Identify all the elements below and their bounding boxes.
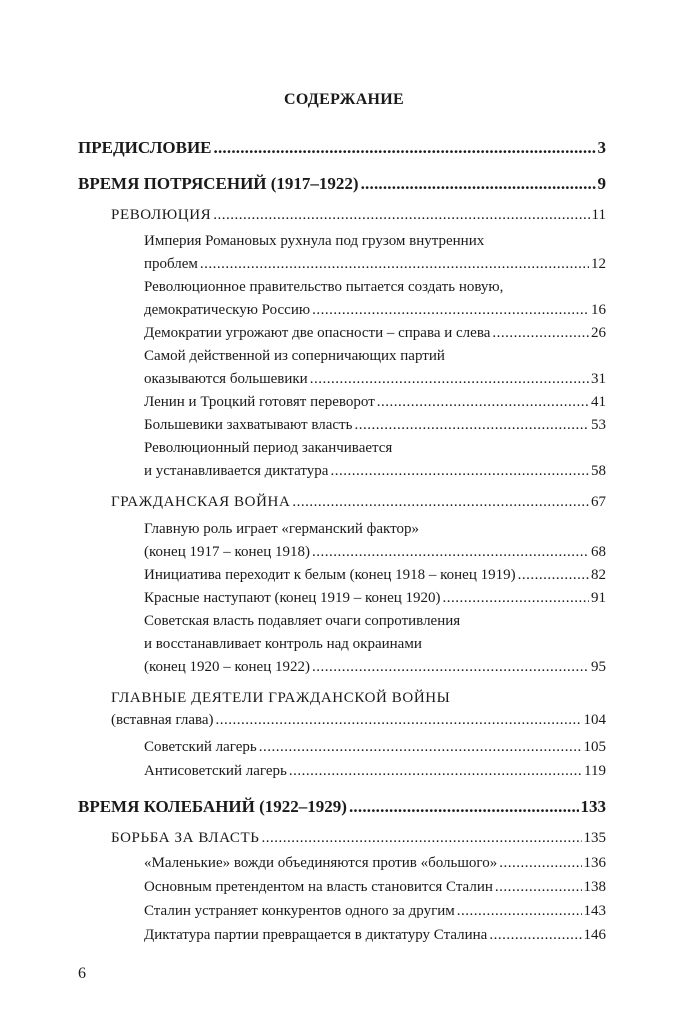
toc-entry-label: демократическую Россию	[144, 302, 311, 318]
dot-leader	[457, 904, 582, 919]
dot-leader	[312, 660, 589, 675]
page-number: 6	[78, 965, 86, 982]
dot-leader	[492, 326, 589, 341]
toc-entry-section[interactable]	[144, 256, 606, 273]
dot-leader	[443, 591, 590, 606]
toc-entry-label: РЕВОЛЮЦИЯ	[111, 207, 212, 223]
dot-leader	[200, 257, 589, 272]
dot-leader	[261, 831, 581, 846]
toc-entry-page: 138	[583, 879, 606, 895]
toc-entry-page: 31	[591, 371, 606, 387]
dot-leader	[312, 303, 589, 318]
toc-entry-label: ПРЕДИСЛОВИЕ	[78, 138, 212, 157]
toc-entry-label: «Маленькие» вожди объединяются против «большого»	[144, 855, 498, 871]
toc-entry-page: 9	[597, 174, 606, 193]
dot-leader	[292, 495, 589, 510]
toc-entry-section[interactable]	[144, 567, 606, 584]
toc-entry-part-2[interactable]	[78, 797, 606, 817]
toc-entry-label: Красные наступают (конец 1919 – конец 1920)	[144, 590, 441, 606]
toc-entry-preface[interactable]	[78, 138, 606, 158]
toc-entry-section[interactable]	[144, 463, 606, 480]
dot-leader	[214, 139, 596, 156]
toc-entry-line: Революционный период заканчивается	[144, 440, 393, 456]
toc-entry-label: оказываются большевики	[144, 371, 308, 387]
dot-leader	[312, 545, 589, 560]
dot-leader	[259, 740, 582, 755]
toc-entry-label: и устанавливается диктатура	[144, 463, 329, 479]
toc-entry-figures[interactable]	[111, 712, 606, 729]
toc-entry-page: 41	[591, 394, 606, 410]
toc-entry-label: (вставная глава)	[111, 712, 214, 728]
toc-entry-label: Ленин и Троцкий готовят переворот	[144, 394, 375, 410]
toc-entry-part-1[interactable]	[78, 174, 606, 194]
dot-leader	[216, 713, 582, 728]
dot-leader	[213, 208, 589, 223]
dot-leader	[489, 928, 581, 943]
toc-entry-label: проблем	[144, 256, 198, 272]
toc-entry-page: 3	[597, 138, 606, 157]
toc-entry-page: 119	[584, 763, 606, 779]
toc-entry-page: 133	[580, 797, 606, 816]
toc-entry-line: Империя Романовых рухнула под грузом внутренних	[144, 233, 485, 249]
toc-entry-page: 53	[591, 417, 606, 433]
toc-entry-label: Демократии угрожают две опасности – справа и слева	[144, 325, 491, 341]
toc-entry-page: 82	[591, 567, 606, 583]
toc-entry-section[interactable]	[144, 590, 606, 607]
toc-entry-label: ГРАЖДАНСКАЯ ВОЙНА	[111, 494, 291, 510]
toc-entry-section[interactable]	[144, 903, 606, 920]
toc-entry-section[interactable]	[144, 855, 606, 872]
toc-entry-page: 105	[583, 739, 606, 755]
toc-entry-section[interactable]	[144, 739, 606, 756]
toc-entry-section[interactable]	[144, 879, 606, 896]
toc-entry-page: 67	[591, 494, 606, 510]
dot-leader	[499, 856, 581, 871]
toc-entry-line: Советская власть подавляет очаги сопротивления	[144, 613, 461, 629]
toc-entry-page: 136	[583, 855, 606, 871]
toc-entry-label: ВРЕМЯ КОЛЕБАНИЙ (1922–1929)	[78, 797, 347, 816]
toc-entry-section[interactable]	[144, 394, 606, 411]
toc-entry-label: Инициатива переходит к белым (конец 1918 – конец 1919)	[144, 567, 516, 583]
dot-leader	[310, 372, 589, 387]
toc-entry-line: Революционное правительство пытается создать новую,	[144, 279, 504, 295]
toc-entry-section[interactable]	[144, 325, 606, 342]
dot-leader	[349, 798, 579, 815]
toc-entry-page: 104	[583, 712, 606, 728]
dot-leader	[377, 395, 589, 410]
toc-entry-label: Основным претендентом на власть становится Сталин	[144, 879, 493, 895]
toc-entry-label: ВРЕМЯ ПОТРЯСЕНИЙ (1917–1922)	[78, 174, 359, 193]
page-title: СОДЕРЖАНИЕ	[283, 91, 405, 108]
toc-entry-page: 91	[591, 590, 606, 606]
dot-leader	[495, 880, 582, 895]
dot-leader	[518, 568, 589, 583]
toc-entry-line: Самой действенной из соперничающих партий	[144, 348, 445, 364]
toc-entry-label: Большевики захватывают власть	[144, 417, 353, 433]
dot-leader	[289, 764, 582, 779]
toc-entry-label: (конец 1917 – конец 1918)	[144, 544, 310, 560]
toc-entry-section[interactable]	[144, 659, 606, 676]
toc-entry-page: 68	[591, 544, 606, 560]
toc-entry-line: Главную роль играет «германский фактор»	[144, 521, 419, 537]
toc-entry-page: 26	[591, 325, 606, 341]
toc-entry-page: 11	[591, 207, 606, 223]
toc-entry-revolution[interactable]	[111, 207, 606, 224]
toc-entry-label: Диктатура партии превращается в диктатуру Сталина	[144, 927, 488, 943]
toc-entry-section[interactable]	[144, 417, 606, 434]
toc-entry-page: 95	[591, 659, 606, 675]
toc-entry-line: и восстанавливает контроль над окраинами	[144, 636, 422, 652]
toc-entry-page: 135	[583, 830, 606, 846]
toc-entry-label: Советский лагерь	[144, 739, 257, 755]
toc-entry-page: 12	[591, 256, 606, 272]
dot-leader	[330, 464, 589, 479]
toc-entry-section[interactable]	[144, 763, 606, 780]
toc-entry-page: 16	[591, 302, 606, 318]
toc-entry-section[interactable]	[144, 927, 606, 944]
toc-entry-label: Антисоветский лагерь	[144, 763, 287, 779]
toc-entry-page: 58	[591, 463, 606, 479]
toc-entry-label: Сталин устраняет конкурентов одного за другим	[144, 903, 455, 919]
toc-entry-label: БОРЬБА ЗА ВЛАСТЬ	[111, 830, 260, 846]
toc-entry-section[interactable]	[144, 544, 606, 561]
toc-entry-page: 146	[583, 927, 606, 943]
toc-entry-line: ГЛАВНЫЕ ДЕЯТЕЛИ ГРАЖДАНСКОЙ ВОЙНЫ	[111, 690, 451, 706]
toc-entry-label: (конец 1920 – конец 1922)	[144, 659, 310, 675]
toc-entry-civil-war[interactable]	[111, 494, 606, 511]
toc-entry-section[interactable]	[144, 371, 606, 388]
toc-entry-page: 143	[583, 903, 606, 919]
toc-entry-power-struggle[interactable]	[111, 830, 606, 847]
dot-leader	[361, 175, 596, 192]
dot-leader	[354, 418, 589, 433]
toc-entry-section[interactable]	[144, 302, 606, 319]
